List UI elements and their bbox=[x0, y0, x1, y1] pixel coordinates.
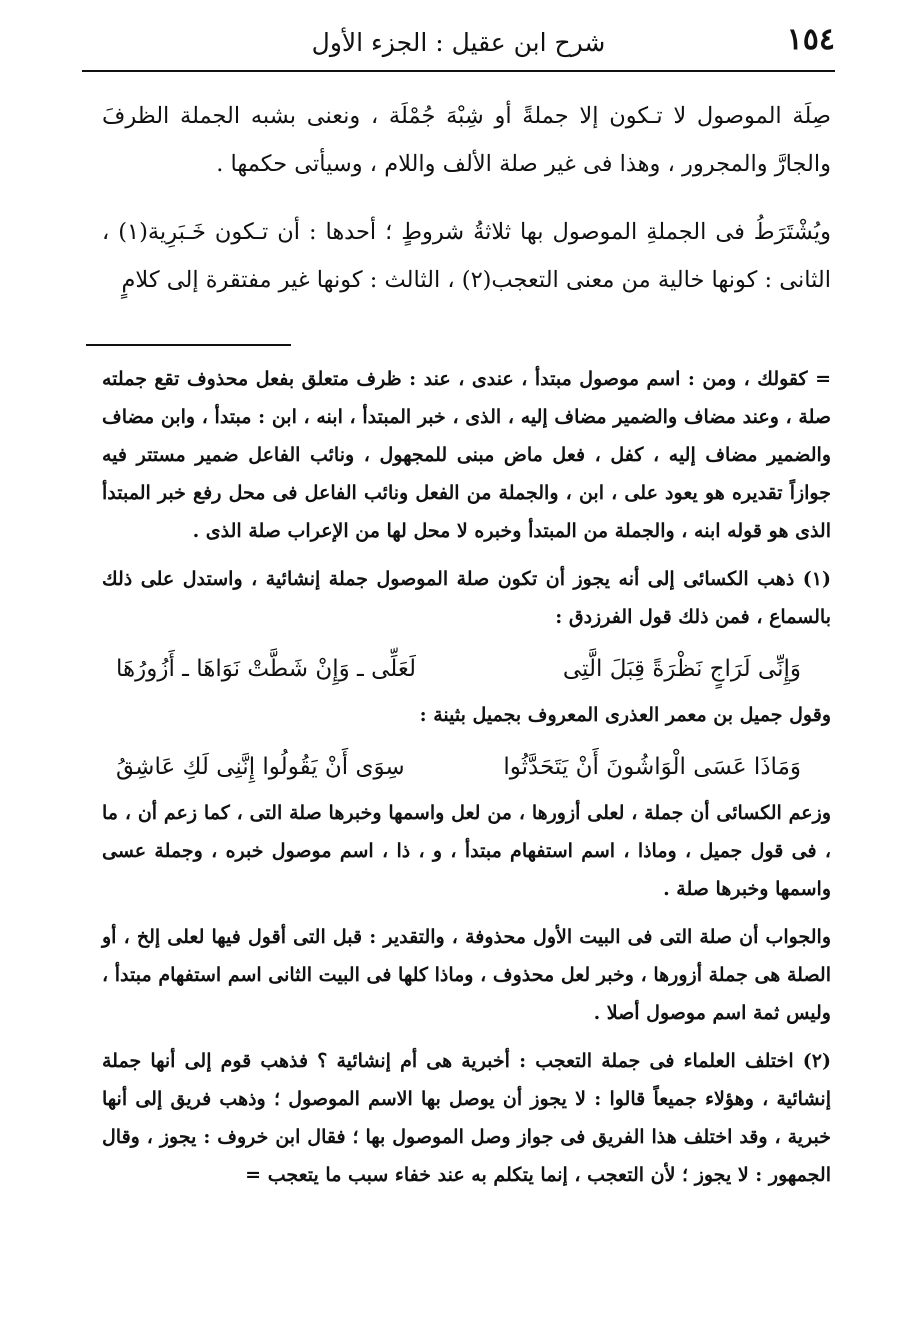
verse-second-hemistich: سِوَى أَنْ يَقُولُوا إِنَّنِى لَكِ عَاشِقُ bbox=[116, 754, 405, 780]
verse-first-hemistich: وَمَاذَا عَسَى الْوَاشُونَ أَنْ يَتَحَدَّثُوا bbox=[503, 754, 801, 780]
main-paragraph: صِلَة الموصول لا تـكون إلا جملةً أو شِبْهَ جُمْلَة ، ونعنى بشبه الجملة الظرفَ والجارَّ والمجرور ، وهذا فى غير صلة الألف واللام ، وسيأتى حكمها . bbox=[102, 103, 831, 177]
footnote-continuation: = كقولك ، ومن : اسم موصول مبتدأ ، عندى ، عند : ظرف متعلق بفعل محذوف تقع جملته صلة ، وعند مضاف والضمير مضاف إليه ، الذى ، خبر المبتدأ ، ابنه ، ابن : مبتدأ ، وابن مضاف والضمير مضاف إليه ، كفل ، فعل ماض مبنى للمجهول ، ونائب الفاعل ضمير مستتر فيه جوازاً تقديره هو يعود على ، ابن ، والجملة من الفعل ونائب الفاعل فى محل رفع خبر المبتدأ الذى هو قوله ابنه ، والجملة من المبتدأ وخبره لا محل لها من الإعراب صلة الذى . bbox=[102, 368, 831, 542]
running-title: شرح ابن عقيل : الجزء الأول bbox=[311, 28, 606, 57]
footnote-1: (١) ذهب الكسائى إلى أنه يجوز أن تكون صلة الموصول جملة إنشائية ، واستدل على ذلك بالسماع ، فمن ذلك قول الفرزدق : bbox=[102, 568, 831, 628]
footnote-1-text: وزعم الكسائى أن جملة ، لعلى أزورها ، من لعل واسمها وخبرها صلة التى ، كما زعم أن ، ما ، فى قول جميل ، وماذا ، اسم استفهام مبتدأ ، و ، ذا ، اسم موصول خبره ، وجملة عسى واسمها وخبرها صلة . bbox=[102, 802, 831, 900]
main-text bbox=[102, 92, 831, 324]
verse-line bbox=[102, 646, 831, 692]
verse-second-hemistich: لَعَلِّى ـ وَإِنْ شَطَّتْ نَوَاهَا ـ أَزُورُهَا bbox=[116, 656, 416, 682]
page-header bbox=[82, 18, 835, 72]
footnotes bbox=[102, 360, 831, 1194]
footnote-separator bbox=[86, 344, 291, 346]
page-number: ١٥٤ bbox=[786, 22, 835, 57]
verse-first-hemistich: وَإِنِّى لَرَاجٍ نَظْرَةً قِبَلَ الَّتِى bbox=[562, 656, 801, 682]
main-paragraph: ويُشْتَرَطُ فى الجملةِ الموصول بها ثلاثةُ شروطٍ ؛ أحدها : أن تـكون خَـبَرِية(١) ، الثانى : كونها خالية من معنى التعجب(٢) ، الثالث : كونها غير مفتقرة إلى كلامٍ bbox=[102, 219, 831, 293]
verse-line bbox=[102, 744, 831, 790]
footnote-2: (٢) اختلف العلماء فى جملة التعجب : أخبرية هى أم إنشائية ؟ فذهب قوم إلى أنها جملة إنشائية ، وهؤلاء جميعاً قالوا : لا يجوز أن يوصل بها الاسم الموصول ؛ وذهب فريق إلى أنها خبرية ، وقد اختلف هذا الفريق فى جواز وصل الموصول بها ؛ فقال ابن خروف : يجوز ، وقال الجمهور : لا يجوز ؛ لأن التعجب ، إنما يتكلم به عند خفاء سبب ما يتعجب = bbox=[102, 1050, 831, 1186]
footnote-1-text: والجواب أن صلة التى فى البيت الأول محذوفة ، والتقدير : قبل التى أقول فيها لعلى إلخ ، أو الصلة هى جملة أزورها ، وخبر لعل محذوف ، وماذا كلها فى البيت الثانى اسم استفهام مبتدأ ، وليس ثمة اسم موصول أصلا . bbox=[102, 926, 831, 1024]
footnote-1-text: وقول جميل بن معمر العذرى المعروف بجميل بثينة : bbox=[419, 704, 831, 726]
